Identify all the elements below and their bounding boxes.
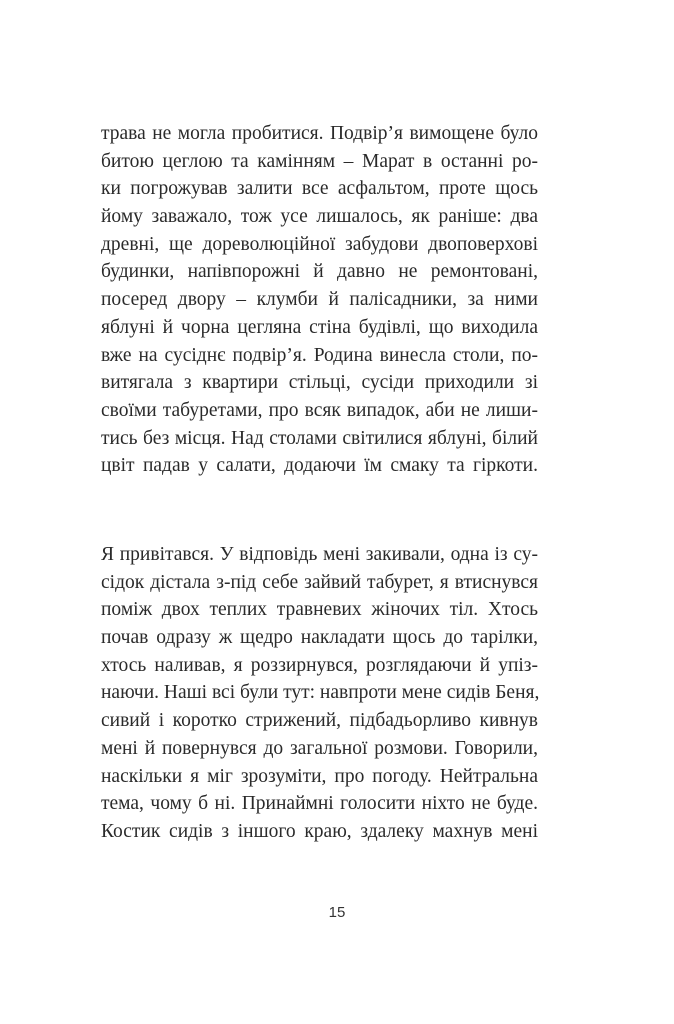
text-line: витягала з квартири стільці, сусіди приходили зі: [101, 372, 538, 394]
text-line: Костик сидів з іншого краю, здалеку махнув мені: [101, 820, 538, 842]
text-line: почав одразу ж щедро накладати щось до тарілки,: [101, 627, 538, 649]
text-line: поміж двох теплих травневих жіночих тіл. Хтось: [101, 599, 538, 621]
text-line: хтось наливав, я роззирнувся, розглядаючи й упіз-: [101, 654, 538, 676]
text-line: древні, ще дореволюційної забудови двоповерхові: [101, 233, 538, 255]
text-line: трава не могла пробитися. Подвір’я вимощене було: [101, 123, 538, 144]
text-line: йому заважало, тож усе лишалось, як раніше: два: [101, 206, 538, 228]
text-line: своїми табуретами, про всяк випадок, аби не лиши-: [101, 399, 538, 421]
text-line: яблуні й чорна цегляна стіна будівлі, що виходила: [101, 316, 538, 338]
text-line: Я привітався. У відповідь мені закивали, одна із су-: [101, 544, 538, 565]
text-line: сідок дістала з-під себе зайвий табурет, я втиснувся: [101, 571, 538, 593]
text-line: цвіт падав у салати, додаючи їм смаку та гіркоти.: [101, 455, 538, 477]
text-line: сивий і коротко стрижений, підбадьорливо кивнув: [101, 710, 538, 732]
text-line: тись без місця. Над столами світилися яблуні, білий: [101, 427, 538, 449]
text-line: наючи. Наші всі були тут: навпроти мене сидів Беня,: [101, 682, 540, 704]
text-line: наскільки я міг зрозуміти, про погоду. Нейтральна: [101, 765, 538, 787]
paragraph-1: [101, 120, 538, 480]
text-line: тема, чому б ні. Принаймні голосити ніхто не буде.: [101, 793, 538, 815]
page-number: 15: [328, 904, 346, 921]
text-line: посеред двору – клумби й палісадники, за ними: [101, 289, 538, 311]
text-line: битою цеглою та камінням – Марат в останні ро-: [101, 150, 538, 172]
text-line: мені й повернувся до загальної розмови. Говорили,: [101, 737, 538, 759]
text-line: вже на сусіднє подвір’я. Родина винесла столи, по-: [101, 344, 538, 366]
text-line: будинки, напівпорожні й давно не ремонтовані,: [101, 261, 538, 283]
text-line: ки погрожував залити все асфальтом, проте щось: [101, 178, 538, 200]
paragraph-2: [101, 541, 538, 846]
